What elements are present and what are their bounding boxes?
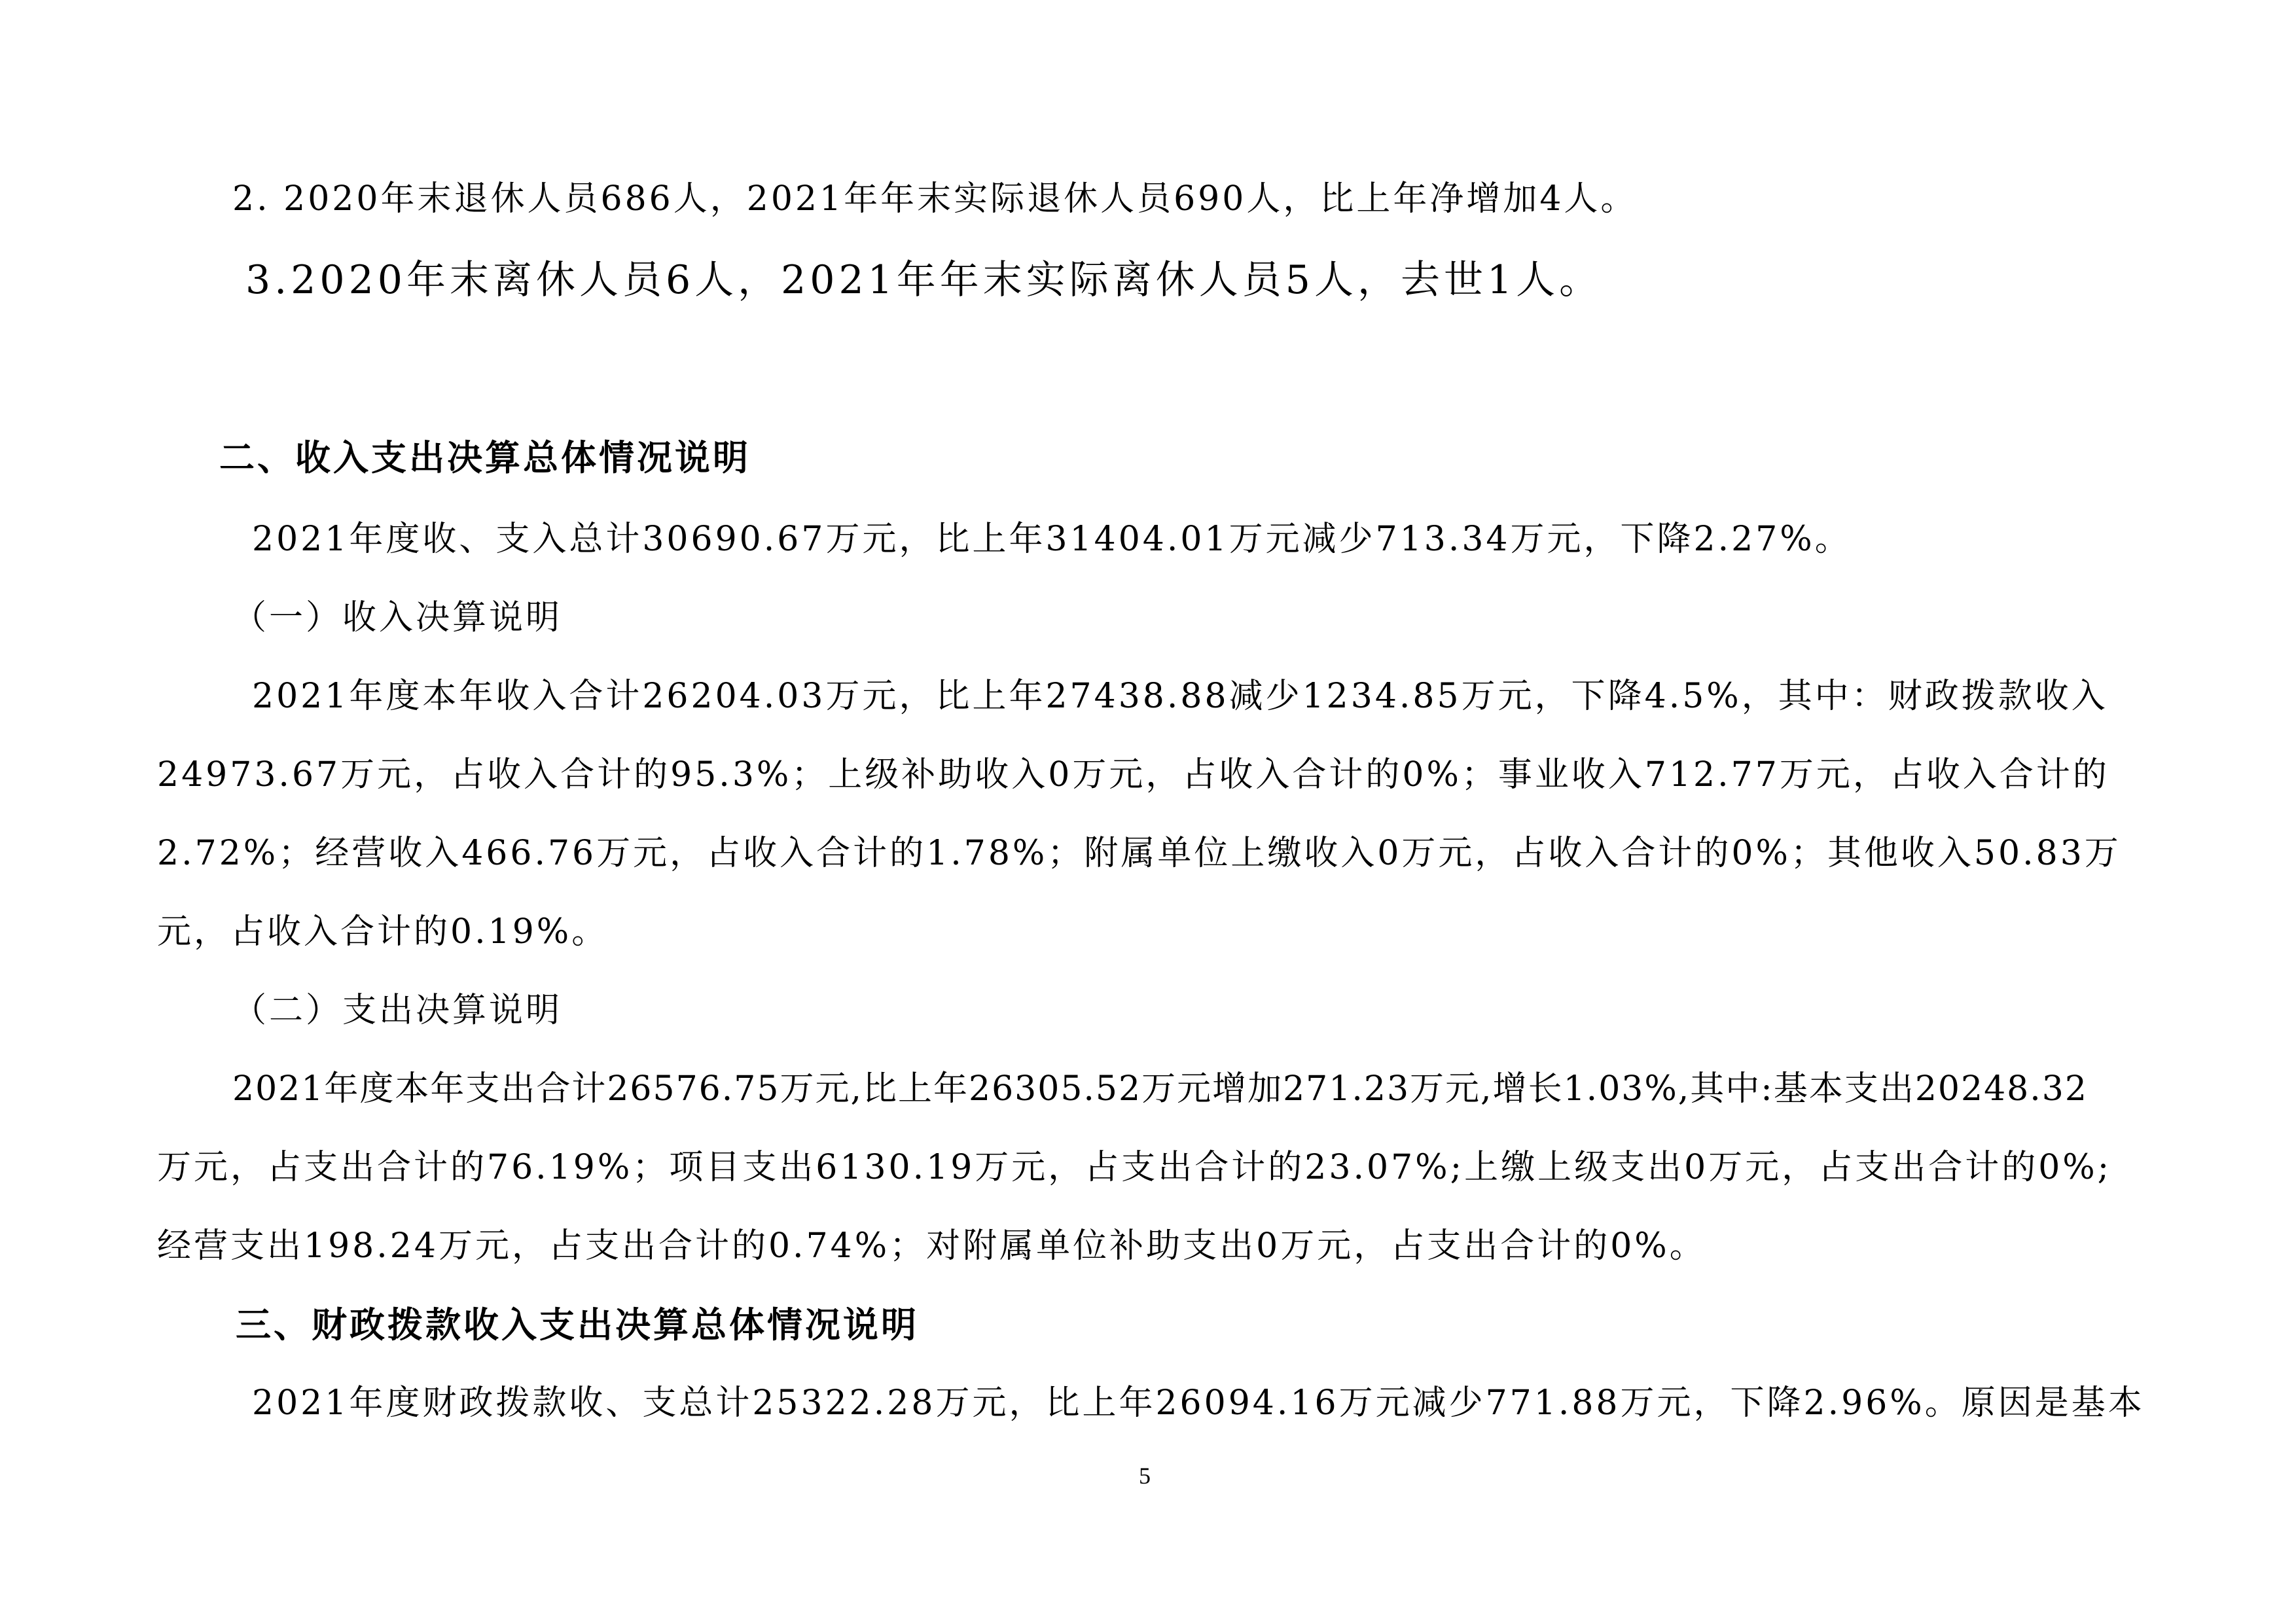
expenditure-line-2: 万元，占支出合计的76.19%；项目支出6130.19万元，占支出合计的23.07%;上缴上级支出0万元，占支出合计的0%; bbox=[157, 1148, 2112, 1187]
page-number: 5 bbox=[1139, 1463, 1151, 1489]
income-line-4: 元，占收入合计的0.19%。 bbox=[157, 912, 609, 952]
income-subheading: （一）收入决算说明 bbox=[232, 598, 563, 637]
section-3-line-1: 2021年度财政拨款收、支总计25322.28万元，比上年26094.16万元减少771.88万元，下降2.96%。原因是基本 bbox=[252, 1383, 2145, 1423]
income-line-3: 2.72%；经营收入466.76万元，占收入合计的1.78%；附属单位上缴收入0万元，占收入合计的0%；其他收入50.83万 bbox=[157, 834, 2121, 873]
section-2-heading: 二、收入支出决算总体情况说明 bbox=[219, 437, 751, 478]
expenditure-line-1: 2021年度本年支出合计26576.75万元,比上年26305.52万元增加271.23万元,增长1.03%,其中:基本支出20248.32 bbox=[232, 1069, 2088, 1109]
retiree-item-3: 3.2020年末离休人员6人，2021年年末实际离休人员5人，去世1人。 bbox=[245, 257, 1603, 303]
section-3-heading: 三、财政拨款收入支出决算总体情况说明 bbox=[236, 1304, 919, 1346]
retiree-item-2: 2. 2020年末退休人员686人，2021年年末实际退休人员690人，比上年净增加4人。 bbox=[232, 179, 1638, 219]
income-line-2: 24973.67万元，占收入合计的95.3%；上级补助收入0万元，占收入合计的0%；事业收入712.77万元，占收入合计的 bbox=[157, 755, 2109, 794]
expenditure-subheading: （二）支出决算说明 bbox=[232, 991, 563, 1030]
expenditure-line-3: 经营支出198.24万元，占支出合计的0.74%；对附属单位补助支出0万元，占支出合计的0%。 bbox=[157, 1226, 1706, 1266]
section-2-summary: 2021年度收、支入总计30690.67万元，比上年31404.01万元减少713.34万元，下降2.27%。 bbox=[252, 520, 1852, 559]
income-line-1: 2021年度本年收入合计26204.03万元，比上年27438.88减少1234.85万元，下降4.5%，其中：财政拨款收入 bbox=[252, 677, 2108, 716]
